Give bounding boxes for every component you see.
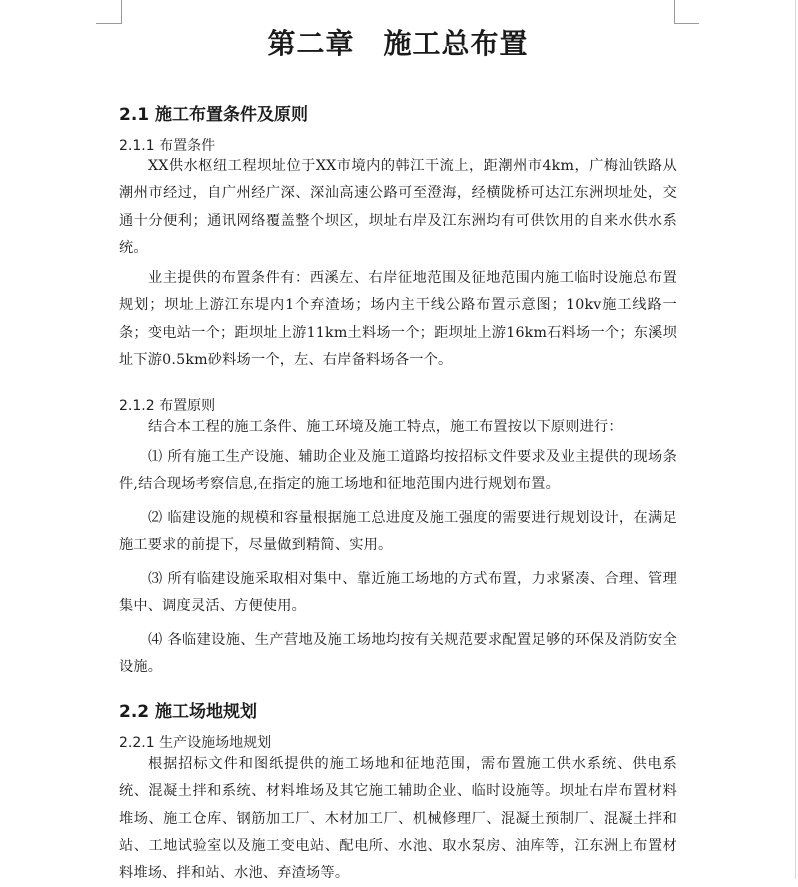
paragraph-principle-3: ⑶ 所有临建设施采取相对集中、靠近施工场地的方式布置，力求紧凑、合理、管理集中、调度灵活、方便使用。 <box>119 571 677 615</box>
chapter-title: 第二章 施工总布置 <box>267 27 529 60</box>
crop-mark-top-left-h <box>96 23 121 24</box>
subsection-heading-2-2-1: 2.2.1 生产设施场地规划 <box>119 735 272 751</box>
paragraph-principle-4: ⑷ 各临建设施、生产营地及施工场地均按有关规范要求配置足够的环保及消防安全设施。 <box>119 632 677 676</box>
crop-mark-top-right-h <box>674 23 699 24</box>
crop-mark-top-left-v <box>121 0 122 24</box>
subsection-heading-2-1-2: 2.1.2 布置原则 <box>119 398 216 414</box>
page-edge <box>795 0 796 879</box>
paragraph-principle-2: ⑵ 临建设施的规模和容量根据施工总进度及施工强度的需要进行规划设计，在满足施工要求的前提下，尽量做到精简、实用。 <box>119 510 677 554</box>
subsection-heading-2-1-1: 2.1.1 布置条件 <box>119 138 216 154</box>
section-heading-2-2: 2.2 施工场地规划 <box>119 702 258 722</box>
paragraph-site-planning: 根据招标文件和图纸提供的施工场地和征地范围，需布置施工供水系统、供电系统、混凝土拌和系统、材料堆场及其它施工辅助企业、临时设施等。坝址右岸布置材料堆场、施工仓库、钢筋加工厂、木材加工厂、机械修理厂、混凝土预制厂、混凝土拌和站、工地试验室以及施工变电站、配电所、水池、取水泵房、油库等，江东洲上布置材料堆场、拌和站、水池、弃渣场等。 <box>119 756 677 882</box>
paragraph-principles-intro: 结合本工程的施工条件、施工环境及施工特点，施工布置按以下原则进行： <box>148 419 623 435</box>
paragraph-conditions-1: XX供水枢纽工程坝址位于XX市境内的韩江干流上，距潮州市4km，广梅汕铁路从潮州市经过，自广州经广深、深汕高速公路可至澄海，经横陇桥可达江东洲坝址处，交通十分便利；通讯网络覆盖整个坝区，坝址右岸及江东洲均有可供饮用的自来水供水系统。 <box>119 158 677 256</box>
section-heading-2-1: 2.1 施工布置条件及原则 <box>119 105 309 125</box>
paragraph-conditions-2: 业主提供的布置条件有：西溪左、右岸征地范围及征地范围内施工临时设施总布置规划；坝址上游江东堤内1个弃渣场；场内主干线公路布置示意图；10kv施工线路一条；变电站一个；距坝址上游11km土料场一个；距坝址上游16km石料场一个；东溪坝址下游0.5km砂料场一个，左、右岸备料场各一个。 <box>119 270 677 368</box>
paragraph-principle-1: ⑴ 所有施工生产设施、辅助企业及施工道路均按招标文件要求及业主提供的现场条件,结合现场考察信息,在指定的施工场地和征地范围内进行规划布置。 <box>119 449 677 493</box>
crop-mark-top-right-v <box>674 0 675 24</box>
